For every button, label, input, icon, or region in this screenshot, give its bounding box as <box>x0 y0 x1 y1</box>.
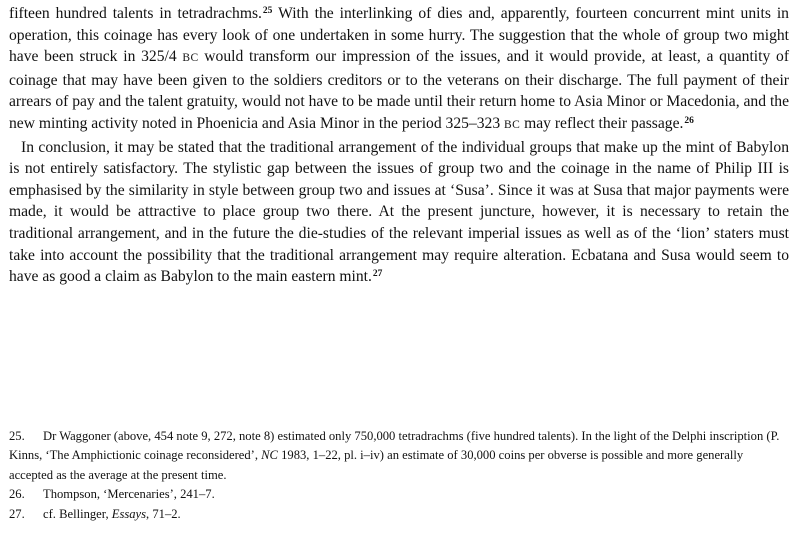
book-title: Essays <box>111 506 147 521</box>
footnote-25 <box>9 427 789 485</box>
paragraph-1-text-c: would transform our impression of the issues, and it would provide, at least, a quantity of coinage that may have been given to the soldiers creditors or to the veterans on their discharge. The full payment of their arrears of pay and the talent gratuity, would not have to be made until their return home to Asia Minor or Macedonia, and the new minting activity noted in Phoenicia and Asia Minor in the period 325–323 <box>9 48 790 132</box>
footnotes <box>9 427 789 524</box>
era-label: BC <box>504 118 521 131</box>
footnote-ref-26[interactable]: 26 <box>684 115 694 126</box>
journal-abbrev: NC <box>261 448 278 463</box>
footnote-text: Dr Waggoner (above, 454 note 9, 272, note 8) estimated only 750,000 tetradrachms (five hundred talents). In the light of the Delphi inscription (P. Kinns, ‘The Amphictionic coinage reconsidered’, <box>9 429 780 463</box>
paragraph-1-text-a: fifteen hundred talents in tetradrachms. <box>9 5 262 22</box>
paragraph-1-text-d: may reflect their passage. <box>520 114 684 132</box>
era-label: BC <box>182 52 199 65</box>
footnote-ref-25[interactable]: 25 <box>262 6 273 16</box>
footnote-number: 26. <box>9 487 25 502</box>
footnote-27 <box>9 505 789 524</box>
paragraph-2-text: In conclusion, it may be stated that the traditional arrangement of the individual groups that make up the mint of Babylon is not entirely satisfactory. The stylistic gap between the issues of group two and the coinage in the name of Philip III is emphasised by the similarity in style between group two and issues at ‘Susa’. Since it was at Susa that major payments were made, it would be attractive to place group two there. At the present juncture, however, it is necessary to retain the traditional arrangement, and in the future the die-studies of the relevant imperial issues as well as of the ‘lion’ staters must take into account the possibility that the traditional arrangement may require alteration. Ecbatana and Susa would seem to have as good a claim as Babylon to the main eastern mint. <box>9 138 789 286</box>
paragraph-1-text-b: With the interlinking of dies and, apparently, fourteen concurrent mint units in operation, this coinage has every look of one undertaken in some hurry. The suggestion that the whole of group two might have been struck in 325/4 <box>9 5 789 66</box>
paragraph-1 <box>9 3 789 137</box>
footnote-text: 1983, 1–22, pl. i–iv) an estimate of 30,000 coins per obverse is possible and more generally accepted as the average at the present time. <box>9 448 744 482</box>
footnote-text: cf. Bellinger, <box>43 506 112 521</box>
footnote-text: , 71–2. <box>146 506 181 521</box>
paragraph-2 <box>9 137 789 288</box>
footnote-text: Thompson, ‘Mercenaries’, 241–7. <box>43 487 215 502</box>
footnote-26 <box>9 485 789 504</box>
footnote-number: 27. <box>9 506 25 521</box>
footnote-ref-27[interactable]: 27 <box>372 269 383 280</box>
main-text <box>9 3 789 288</box>
footnote-number: 25. <box>9 429 25 443</box>
